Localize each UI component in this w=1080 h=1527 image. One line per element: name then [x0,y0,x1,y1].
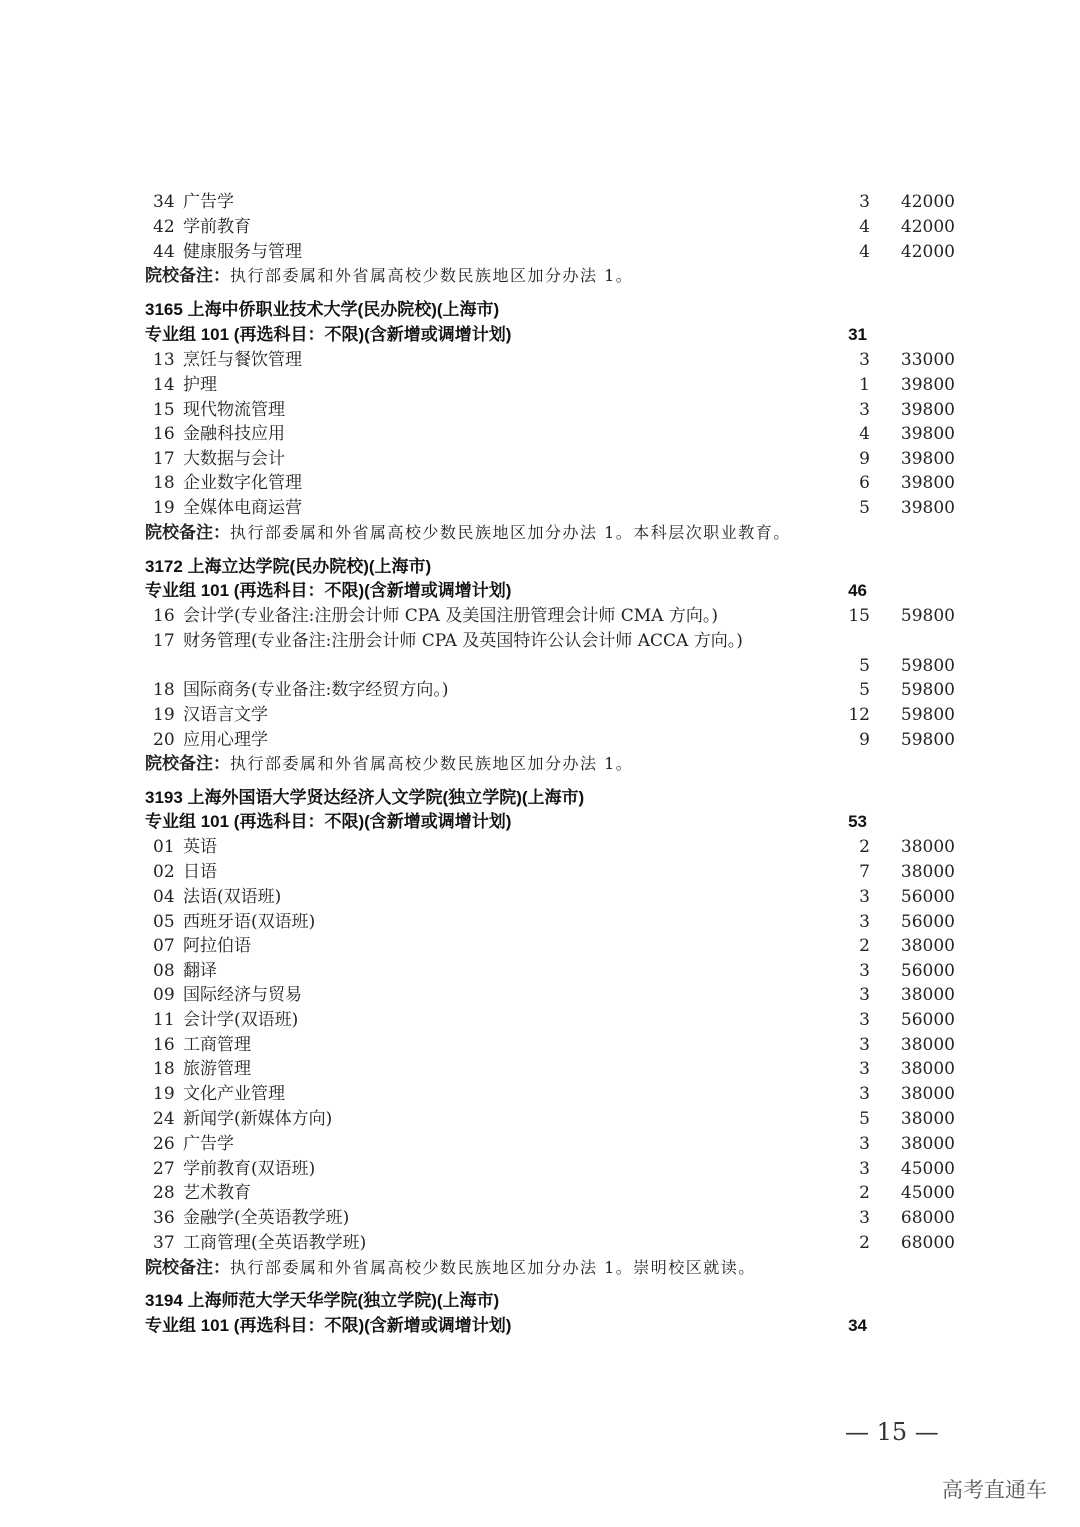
tuition-fee: 45000 [900,1159,955,1179]
major-name: 金融科技应用 [183,424,285,444]
plan-count: 5 [859,680,870,700]
school-title: 3172 上海立达学院(民办院校)(上海市) [145,557,432,576]
tuition-fee: 59800 [900,705,955,725]
major-row [145,1132,975,1157]
major-code: 01 [153,837,175,857]
tuition-fee: 59800 [900,606,955,626]
major-code: 13 [153,350,175,370]
tuition-fee: 68000 [900,1208,955,1228]
major-name: 英语 [183,837,217,857]
major-name: 国际经济与贸易 [183,985,302,1005]
major-code: 34 [153,192,175,212]
tuition-fee: 56000 [900,912,955,932]
group-plan-total: 53 [848,812,867,831]
school-heading [145,1289,975,1314]
major-row [145,240,975,265]
major-group-row [145,323,975,348]
school-heading [145,298,975,323]
major-code: 11 [153,1010,175,1030]
major-row [145,728,975,753]
major-row [145,447,975,472]
major-code: 17 [153,449,175,469]
watermark: 高考直通车 [942,1478,1047,1502]
major-row [145,1206,975,1231]
major-row [145,860,975,885]
tuition-fee: 42000 [900,242,955,262]
plan-count: 3 [859,1084,870,1104]
plan-count: 3 [859,887,870,907]
major-row [145,1082,975,1107]
major-row [145,959,975,984]
major-row [145,678,975,703]
major-row [145,1181,975,1206]
major-code: 16 [153,1035,175,1055]
major-code: 17 [153,631,175,651]
major-name: 法语(双语班) [183,887,282,907]
major-name: 健康服务与管理 [183,242,302,262]
major-row [145,885,975,910]
major-group-row [145,810,975,835]
major-code: 18 [153,1059,175,1079]
plan-count: 9 [859,730,870,750]
tuition-fee: 68000 [900,1233,955,1253]
major-group-row [145,579,975,604]
major-row [145,934,975,959]
plan-count: 3 [859,985,870,1005]
major-code: 05 [153,912,175,932]
major-name: 广告学 [183,1134,234,1154]
major-row [145,1107,975,1132]
major-row [145,703,975,728]
major-code: 16 [153,424,175,444]
page-number: — 15 — [845,1418,939,1446]
plan-count: 5 [859,656,870,676]
tuition-fee: 38000 [900,1134,955,1154]
group-title: 专业组 101 (再选科目：不限)(含新增或调增计划) [145,325,512,344]
tuition-fee: 56000 [900,1010,955,1030]
school-note [145,752,975,777]
tuition-fee: 56000 [900,887,955,907]
note-label: 院校备注： [145,1258,230,1277]
tuition-fee: 39800 [900,498,955,518]
major-code: 18 [153,680,175,700]
school-note [145,264,975,289]
plan-count: 3 [859,961,870,981]
major-name: 学前教育 [183,217,251,237]
major-name: 汉语言文学 [183,705,268,725]
major-row [145,190,975,215]
major-name: 新闻学(新媒体方向) [183,1109,333,1129]
major-code: 24 [153,1109,175,1129]
plan-count: 5 [859,498,870,518]
major-code: 16 [153,606,175,626]
major-code: 07 [153,936,175,956]
group-plan-total: 34 [848,1316,867,1335]
plan-count: 6 [859,473,870,493]
major-code: 26 [153,1134,175,1154]
major-group-row [145,1314,975,1339]
tuition-fee: 45000 [900,1183,955,1203]
major-name: 会计学(双语班) [183,1010,299,1030]
major-name: 艺术教育 [183,1183,251,1203]
major-name: 翻译 [183,961,217,981]
major-code: 36 [153,1208,175,1228]
tuition-fee: 38000 [900,936,955,956]
major-row [145,373,975,398]
major-row [145,910,975,935]
plan-count: 5 [859,1109,870,1129]
note-text: 执行部委属和外省属高校少数民族地区加分办法 1。本科层次职业教育。 [230,523,791,542]
major-name: 文化产业管理 [183,1084,285,1104]
major-code: 15 [153,400,175,420]
major-name: 全媒体电商运营 [183,498,302,518]
major-row [145,215,975,240]
major-code: 20 [153,730,175,750]
tuition-fee: 39800 [900,424,955,444]
tuition-fee: 38000 [900,1109,955,1129]
tuition-fee: 38000 [900,1035,955,1055]
major-row [145,1157,975,1182]
plan-count: 7 [859,862,870,882]
major-name: 大数据与会计 [183,449,285,469]
tuition-fee: 59800 [900,730,955,750]
plan-count: 12 [848,705,870,725]
major-row [145,1231,975,1256]
note-text: 执行部委属和外省属高校少数民族地区加分办法 1。崇明校区就读。 [230,1258,756,1277]
major-name: 会计学(专业备注:注册会计师 CPA 及美国注册管理会计师 CMA 方向。) [183,606,718,626]
group-plan-total: 46 [848,581,867,600]
major-name: 烹饪与餐饮管理 [183,350,302,370]
plan-count: 3 [859,1208,870,1228]
major-code: 28 [153,1183,175,1203]
major-name: 日语 [183,862,217,882]
major-code: 09 [153,985,175,1005]
major-code: 19 [153,498,175,518]
major-code: 18 [153,473,175,493]
school-title: 3165 上海中侨职业技术大学(民办院校)(上海市) [145,300,500,319]
group-plan-total: 31 [848,325,867,344]
tuition-fee: 39800 [900,449,955,469]
plan-count: 4 [859,217,870,237]
plan-count: 3 [859,192,870,212]
major-name: 现代物流管理 [183,400,285,420]
major-name: 护理 [183,375,217,395]
tuition-fee: 39800 [900,473,955,493]
plan-count: 3 [859,1035,870,1055]
tuition-fee: 39800 [900,400,955,420]
group-title: 专业组 101 (再选科目：不限)(含新增或调增计划) [145,812,512,831]
plan-count: 3 [859,350,870,370]
tuition-fee: 38000 [900,985,955,1005]
major-row [145,471,975,496]
major-row [145,348,975,373]
major-code: 19 [153,705,175,725]
major-code: 44 [153,242,175,262]
major-name: 应用心理学 [183,730,268,750]
major-code: 42 [153,217,175,237]
major-name: 国际商务(专业备注:数字经贸方向。) [183,680,449,700]
major-name: 金融学(全英语教学班) [183,1208,350,1228]
major-name: 企业数字化管理 [183,473,302,493]
school-note [145,521,975,546]
plan-count: 3 [859,1059,870,1079]
tuition-fee: 42000 [900,217,955,237]
major-code: 02 [153,862,175,882]
major-code: 14 [153,375,175,395]
plan-count: 4 [859,424,870,444]
major-name: 广告学 [183,192,234,212]
plan-count: 1 [859,375,870,395]
school-title: 3194 上海师范大学天华学院(独立学院)(上海市) [145,1291,500,1310]
group-title: 专业组 101 (再选科目：不限)(含新增或调增计划) [145,581,512,600]
tuition-fee: 38000 [900,862,955,882]
plan-count: 4 [859,242,870,262]
tuition-fee: 38000 [900,837,955,857]
major-row [145,983,975,1008]
tuition-fee: 38000 [900,1059,955,1079]
plan-count: 2 [859,1233,870,1253]
tuition-fee: 39800 [900,375,955,395]
plan-count: 3 [859,400,870,420]
major-row [145,1033,975,1058]
major-row [145,604,975,629]
plan-count: 3 [859,912,870,932]
major-row [145,654,975,679]
school-title: 3193 上海外国语大学贤达经济人文学院(独立学院)(上海市) [145,788,585,807]
note-label: 院校备注： [145,754,230,773]
major-name: 西班牙语(双语班) [183,912,316,932]
tuition-fee: 59800 [900,680,955,700]
major-row [145,398,975,423]
plan-count: 3 [859,1159,870,1179]
plan-count: 9 [859,449,870,469]
school-note [145,1256,975,1281]
major-row [145,1008,975,1033]
major-row [145,629,975,654]
tuition-fee: 33000 [900,350,955,370]
major-name: 财务管理(专业备注:注册会计师 CPA 及英国特许公认会计师 ACCA 方向。) [183,631,743,651]
major-name: 工商管理(全英语教学班) [183,1233,367,1253]
major-name: 阿拉伯语 [183,936,251,956]
school-heading [145,786,975,811]
major-name: 旅游管理 [183,1059,251,1079]
plan-count: 3 [859,1010,870,1030]
major-name: 学前教育(双语班) [183,1159,316,1179]
group-title: 专业组 101 (再选科目：不限)(含新增或调增计划) [145,1316,512,1335]
major-row [145,835,975,860]
major-code: 08 [153,961,175,981]
major-name: 工商管理 [183,1035,251,1055]
plan-count: 2 [859,837,870,857]
major-code: 37 [153,1233,175,1253]
major-row [145,496,975,521]
major-code: 27 [153,1159,175,1179]
tuition-fee: 42000 [900,192,955,212]
plan-count: 2 [859,936,870,956]
school-heading [145,555,975,580]
plan-count: 2 [859,1183,870,1203]
plan-count: 15 [848,606,870,626]
tuition-fee: 59800 [900,656,955,676]
tuition-fee: 38000 [900,1084,955,1104]
note-label: 院校备注： [145,266,230,285]
note-text: 执行部委属和外省属高校少数民族地区加分办法 1。 [230,266,634,285]
major-row [145,422,975,447]
note-text: 执行部委属和外省属高校少数民族地区加分办法 1。 [230,754,634,773]
major-code: 04 [153,887,175,907]
major-row [145,1057,975,1082]
tuition-fee: 56000 [900,961,955,981]
note-label: 院校备注： [145,523,230,542]
major-code: 19 [153,1084,175,1104]
plan-count: 3 [859,1134,870,1154]
